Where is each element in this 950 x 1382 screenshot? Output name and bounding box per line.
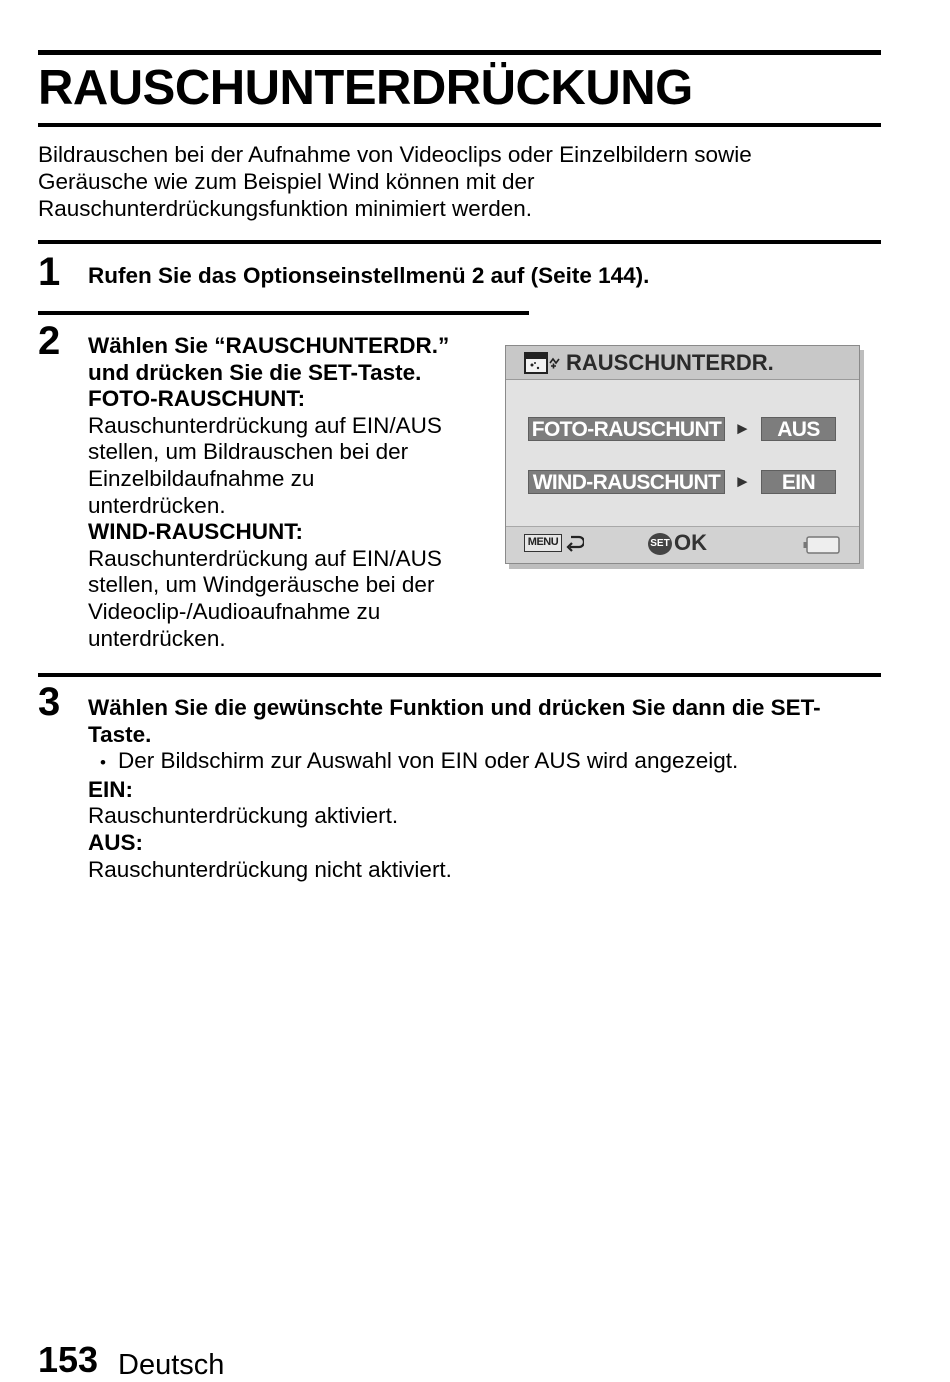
ein-text: Rauschunterdrückung aktiviert. (88, 803, 399, 829)
option-foto-rauschunt[interactable]: FOTO-RAUSCHUNT (528, 417, 725, 441)
bullet-text: Der Bildschirm zur Auswahl von EIN oder AUS wird angezeigt. (118, 748, 739, 774)
page-language: Deutsch (118, 1349, 225, 1381)
camera-screen (505, 345, 860, 564)
option-wind-rauschunt[interactable]: WIND-RAUSCHUNT (528, 470, 725, 494)
option-foto-value[interactable]: AUS (761, 417, 836, 441)
foto-description-line: stellen, um Bildrauschen bei der (88, 439, 409, 465)
foto-label: FOTO-RAUSCHUNT: (88, 386, 306, 412)
step2-heading-line: und drücken Sie die SET-Taste. (88, 359, 422, 385)
step3-bullet-row (88, 748, 883, 777)
arrow-right-icon: ► (734, 472, 751, 491)
bullet: • (100, 753, 106, 773)
step3-body (88, 695, 883, 883)
page-title: RAUSCHUNTERDRÜCKUNG (38, 61, 693, 115)
intro-line: Rauschunterdrückungsfunktion minimiert werden. (38, 196, 532, 221)
step3-heading-line: Wählen Sie die gewünschte Funktion und drücken Sie dann die SET- (88, 695, 821, 720)
intro-paragraph (38, 141, 898, 222)
screen-header (506, 346, 859, 380)
wind-description-line: unterdrücken. (88, 625, 226, 651)
wind-description-line: Rauschunterdrückung auf EIN/AUS (88, 545, 442, 571)
step2-body (88, 333, 488, 652)
wind-description-line: stellen, um Windgeräusche bei der (88, 572, 435, 598)
step1-number: 1 (38, 250, 61, 294)
step1-rule (38, 240, 881, 244)
set-button-icon[interactable]: SET (648, 533, 672, 555)
wind-label: WIND-RAUSCHUNT: (88, 519, 303, 545)
step3-rule (38, 673, 881, 677)
noise-reduction-icon (524, 352, 562, 379)
intro-line: Geräusche wie zum Beispiel Wind können mit der (38, 169, 535, 194)
title-top-rule (38, 50, 881, 55)
screen-title: RAUSCHUNTERDR. (566, 350, 774, 375)
page-number: 153 (38, 1339, 99, 1380)
wind-description-line: Videoclip-/Audioaufnahme zu (88, 598, 381, 624)
menu-button-icon[interactable]: MENU (524, 534, 562, 552)
step2-heading-line: Wählen Sie “RAUSCHUNTERDR.” (88, 333, 450, 358)
option-wind-value[interactable]: EIN (761, 470, 836, 494)
title-bottom-rule (38, 123, 881, 127)
foto-description-line: unterdrücken. (88, 492, 226, 518)
step2-rule (38, 311, 529, 315)
intro-line: Bildrauschen bei der Aufnahme von Videoclips oder Einzelbildern sowie (38, 142, 752, 167)
return-icon (566, 533, 584, 558)
foto-description-line: Einzelbildaufnahme zu (88, 465, 315, 491)
step3-number: 3 (38, 680, 61, 724)
ein-label: EIN: (88, 776, 133, 802)
foto-description-line: Rauschunterdrückung auf EIN/AUS (88, 412, 442, 438)
screen-footer (506, 526, 859, 563)
arrow-right-icon: ► (734, 419, 751, 438)
aus-label: AUS: (88, 829, 143, 855)
ok-label: OK (674, 530, 707, 555)
step2-number: 2 (38, 319, 61, 363)
step3-heading-line: Taste. (88, 721, 152, 747)
aus-text: Rauschunterdrückung nicht aktiviert. (88, 856, 452, 882)
battery-icon (803, 535, 841, 560)
step1-text: Rufen Sie das Optionseinstellmenü 2 auf (Seite 144). (88, 263, 650, 288)
